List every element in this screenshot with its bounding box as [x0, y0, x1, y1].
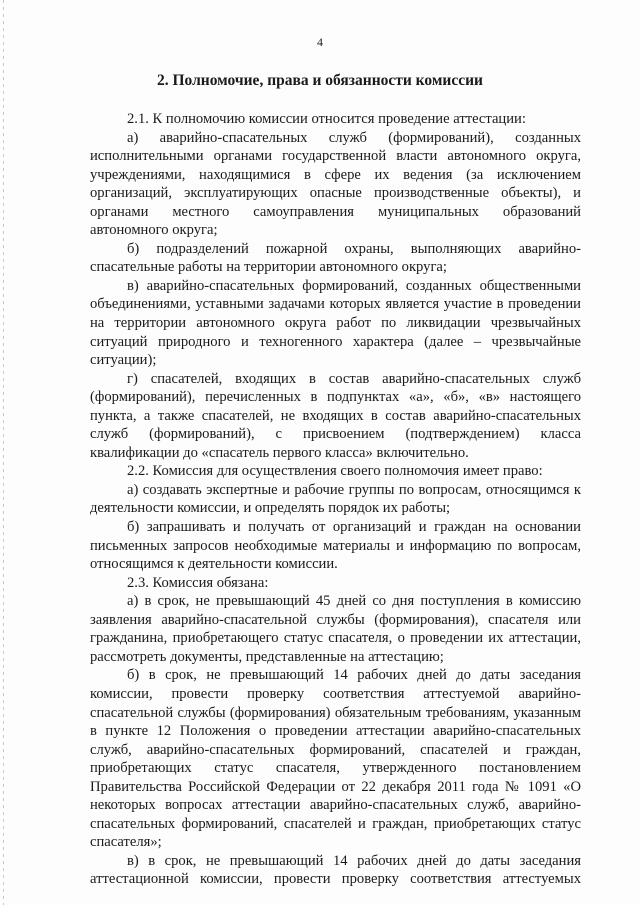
- paragraph-2-3-b: б) в срок, не превышающий 14 рабочих дней до даты заседания комиссии, провести проверку соответствия аттестуемой аварийно-спасательной службы (формирования) обязательным требованиям, указанным в пункте 12 Положения о проведении аттестации аварийно-спасательных служб, аварийно-спасательных формирований, спасателей и граждан, приобретающих статус спасателя, утвержденного постановлением Правительства Российской Федерации от 22 декабря 2011 года № 1091 «О некоторых вопросах аттестации аварийно-спасательных служб, аварийно-спасательных формирований, спасателей и граждан, приобретающих статус спасателя»;: [90, 667, 581, 851]
- paragraph-2-3-a: а) в срок, не превышающий 45 дней со дня поступления в комиссию заявления аварийно-спасательной службы (формирования), спасателя или гражданина, приобретающего статус спасателя, о проведении их аттестации, рассмотреть документы, представленные на аттестацию;: [90, 593, 581, 665]
- paragraph-2-1-v: в) аварийно-спасательных формирований, созданных общественными объединениями, уставными задачами которых является участие в проведении на территории автономного округа работ по ликвидации чрезвычайных ситуаций природного и техногенного характера (далее – чрезвычайные ситуации);: [90, 277, 581, 369]
- section-title: 2. Полномочие, права и обязанности комиссии: [157, 72, 483, 89]
- document-body: [90, 110, 581, 889]
- paragraph-2-1: 2.1. К полномочию комиссии относится проведение аттестации:: [127, 111, 526, 127]
- paragraph-2-2: 2.2. Комиссия для осуществления своего полномочия имеет право:: [127, 463, 543, 480]
- paragraph-2-1-b: б) подразделений пожарной охраны, выполняющих аварийно-спасательные работы на территории автономного округа;: [90, 240, 581, 276]
- page-number: 4: [317, 35, 323, 49]
- paragraph-2-2-b: б) запрашивать и получать от организаций и граждан на основании письменных запросов необходимые материалы и информацию по вопросам, относящимся к деятельности комиссии.: [90, 519, 581, 573]
- scan-edge-line: [3, 0, 4, 905]
- paragraph-2-1-a: а) аварийно-спасательных служб (формирований), созданных исполнительными органами государственной власти автономного округа, учреждениями, находящимися в сфере их ведения (за исключением организаций, эксплуатирующих опасные производственные объекты), и органами местного самоуправления муниципальных образований автономного округа;: [90, 129, 581, 239]
- paragraph-2-2-a: а) создавать экспертные и рабочие группы по вопросам, относящимся к деятельности комиссии, и определять порядок их работы;: [90, 481, 581, 517]
- paragraph-2-3-v: в) в срок, не превышающий 14 рабочих дней до даты заседания аттестационной комиссии, провести проверку соответствия аттестуемых: [90, 852, 581, 888]
- paragraph-2-3: 2.3. Комиссия обязана:: [127, 574, 269, 591]
- paragraph-2-1-g: г) спасателей, входящих в состав аварийно-спасательных служб (формирований), перечисленных в подпунктах «а», «б», «в» настоящего пункта, а также спасателей, не входящих в состав аварийно-спасательных служб (формирований), с присвоением (подтверждением) класса квалификации до «спасатель первого класса» включительно.: [90, 370, 581, 461]
